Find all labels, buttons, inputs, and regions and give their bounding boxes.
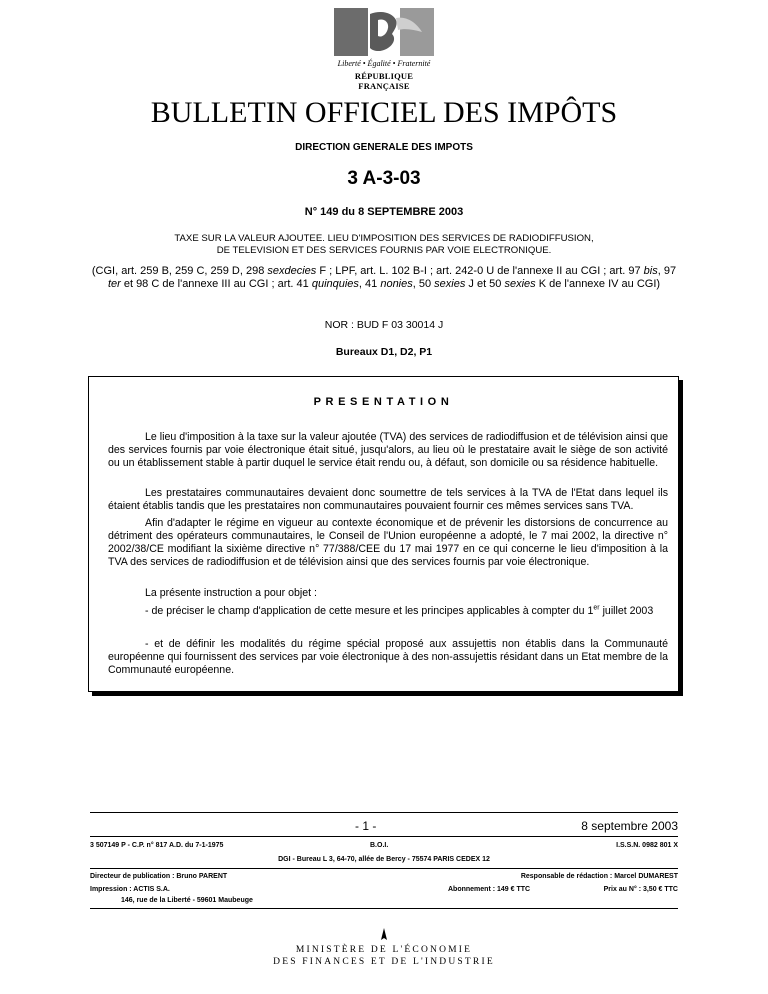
cpp-reference: 3 507149 P - C.P. n° 817 A.D. du 7-1-1975 [90, 842, 224, 849]
footer-divider [90, 812, 678, 813]
boi-label: B.O.I. [370, 842, 389, 849]
page-title: BULLETIN OFFICIEL DES IMPÔTS [150, 96, 618, 129]
publication-director: Directeur de publication : Bruno PARENT [90, 873, 228, 880]
legal-text: bis [643, 265, 658, 277]
subject [130, 233, 638, 257]
printer-address: 146, rue de la Liberté - 59601 Maubeuge [121, 897, 253, 904]
reference-number: 3 A-3-03 [347, 168, 421, 189]
republic-motto: Liberté • Égalité • Fraternité [337, 59, 431, 68]
paragraph: La présente instruction a pour objet : [145, 587, 317, 599]
paragraph: Afin d'adapter le régime en vigueur au contexte économique et de prévenir les distorsions de concurrence au détriment des opérateurs communautaires, le Conseil de l'Union européenne a adopté, le 7 mai 2002, la directive n° 2002/38/CE modifiant la sixième directive n° 77/388/CEE du 17 mai 1977 en ce qui concerne le lieu d'imposition à la TVA des services de radiodiffusion et de télévision ainsi que des services fournis par voie électronique. [108, 517, 668, 568]
unit-price: Prix au N° : 3,50 € TTC [603, 886, 678, 893]
legal-references [90, 265, 678, 291]
footer-divider [90, 868, 678, 869]
printing: Impression : ACTIS S.A. [90, 886, 170, 893]
subject-line: TAXE SUR LA VALEUR AJOUTEE. LIEU D'IMPOSITION DES SERVICES DE RADIODIFFUSION, [174, 233, 594, 244]
editor: Responsable de rédaction : Marcel DUMAREST [520, 873, 678, 880]
box-shadow [92, 692, 683, 696]
ministry-mark-icon [380, 928, 388, 942]
issue-number: N° 149 du 8 SEPTEMBRE 2003 [304, 206, 464, 218]
legal-text: ter [107, 278, 121, 290]
legal-text: sexies [504, 278, 536, 290]
address: DGI - Bureau L 3, 64-70, allée de Bercy - 75574 PARIS CEDEX 12 [278, 856, 490, 863]
issn: I.S.S.N. 0982 801 X [616, 842, 678, 849]
legal-text: quinquies [311, 278, 359, 290]
subject-line: DE TELEVISION ET DES SERVICES FOURNIS PAR VOIE ELECTRONIQUE. [216, 245, 552, 256]
legal-text: , 97 [657, 265, 677, 277]
paragraph-text: - de préciser le champ d'application de cette mesure et les principes applicables à compter du 1 [145, 605, 594, 617]
publication-date: 8 septembre 2003 [581, 819, 678, 833]
legal-text: J et 50 [465, 278, 505, 290]
direction-label: DIRECTION GENERALE DES IMPOTS [295, 142, 473, 153]
paragraph: - et de définir les modalités du régime spécial proposé aux assujettis non établis dans la Communauté européenne qui fournissent des services par voie électronique à des non-assujettis résidant dans un Etat membre de la Communauté européenne. [108, 638, 668, 676]
paragraph-text: juillet 2003 [599, 605, 654, 617]
legal-text: et 98 C de l'annexe III au CGI ; art. 41 [120, 278, 312, 290]
legal-text: K de l'annexe IV au CGI) [535, 278, 661, 290]
box-shadow [679, 380, 683, 696]
footer-divider [90, 908, 678, 909]
republic-name: RÉPUBLIQUE FRANÇAISE [354, 71, 414, 91]
superscript: er [593, 604, 600, 612]
legal-text: sexies [434, 278, 466, 290]
paragraph: Les prestataires communautaires devaient donc soumettre de tels services à la TVA de l'Etat dans lequel ils étaient établis tandis que les prestataires non communautaires pouvaient fournir ces mêmes services sans TVA. [108, 487, 668, 512]
page-number: - 1 - [355, 819, 377, 833]
footer-divider [90, 836, 678, 837]
republique-logo [334, 8, 434, 91]
legal-text: sexdecies [267, 265, 317, 277]
ministry-name [0, 944, 768, 968]
subscription: Abonnement : 149 € TTC [448, 886, 531, 893]
ministry-line: DES FINANCES ET DE L'INDUSTRIE [273, 957, 495, 967]
legal-text: nonies [380, 278, 413, 290]
ministry-line: MINISTÈRE DE L'ÉCONOMIE [295, 945, 473, 955]
marianne-flag-icon [334, 8, 434, 56]
paragraph [108, 605, 668, 618]
legal-text: F ; LPF, art. L. 102 B-I ; art. 242-0 U de l'annexe II au CGI ; art. 97 [316, 265, 644, 277]
presentation-heading: PRESENTATION [313, 396, 454, 408]
legal-text: , 50 [412, 278, 435, 290]
nor-reference: NOR : BUD F 03 30014 J [324, 319, 444, 331]
legal-text: (CGI, art. 259 B, 259 C, 259 D, 298 [91, 265, 268, 277]
legal-text: , 41 [358, 278, 381, 290]
bureaux: Bureaux D1, D2, P1 [335, 346, 433, 358]
paragraph: Le lieu d'imposition à la taxe sur la valeur ajoutée (TVA) des services de radiodiffusion et de télévision ainsi que des services fournis par voie électronique était situé, jusqu'alors, au lieu où le prestataire avait le siège de son activité ou un établissement stable à partir duquel le service était rendu ou, à défaut, son domicile ou sa résidence habituelle. [108, 431, 668, 469]
